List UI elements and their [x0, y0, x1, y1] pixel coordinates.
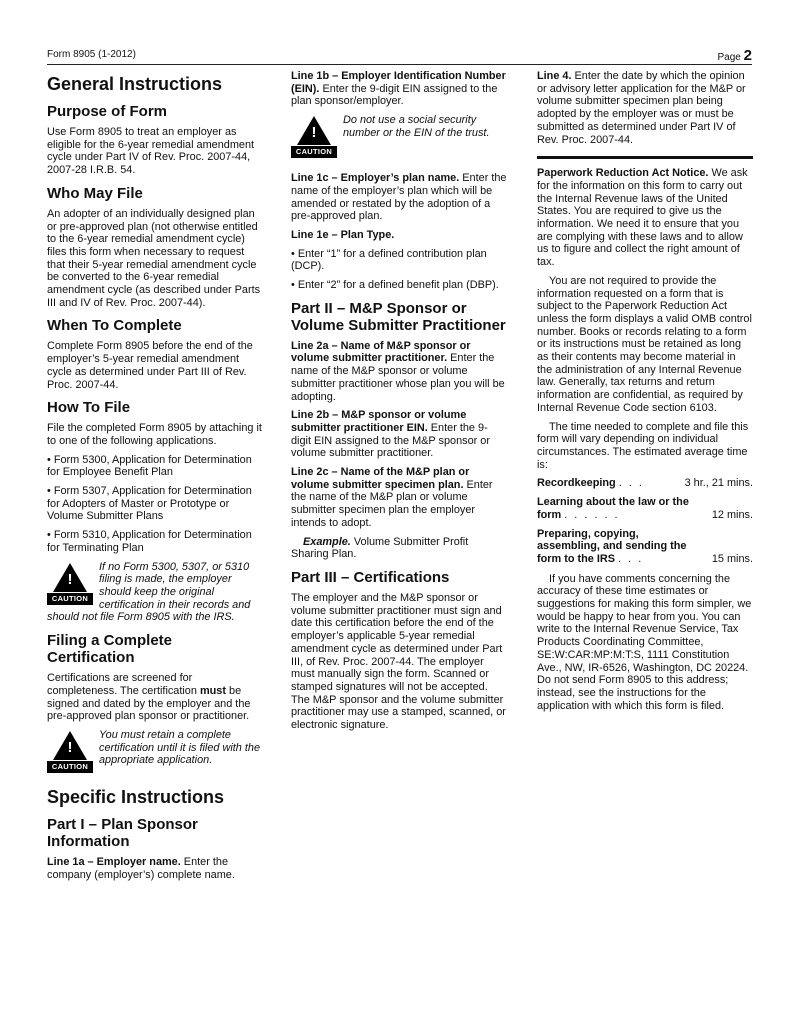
who-may-file-text: An adopter of an individually designed plan or pre-approved plan (not otherwise entitled to the 6-year remedial amendment cycle) files this form when necessary to request that their 5-year remedial amendment cycle be converted to the 6-year remedial amendment cycle (as described under Parts III and IV of Rev. Proc. 2007-44).: [47, 207, 261, 309]
line-2c: Line 2c – Name of the M&P plan or volume submitter specimen plan. Enter the name of the M&P plan or volume submitter specimen plan the employer intends to adopt.: [291, 466, 493, 529]
bullet-dbp: • Enter “2” for a defined benefit plan (DBP).: [291, 279, 499, 292]
line-2a: Line 2a – Name of M&P sponsor or volume submitter practitioner. Enter the name of the M&P sponsor or volume submitter practitioner whose plan you will be adopting.: [291, 339, 505, 403]
general-instructions-title: General Instructions: [47, 74, 223, 94]
comments-paragraph: If you have comments concerning the accuracy of these time estimates or suggestions for making this form simpler, we would be happy to hear from you. You can write to the Internal Revenue Service, Tax Products Coordinating Committee, SE:W:CAR:MP:M:T:S, 1111 Constitution Ave., NW, IR-6526, Washington, DC 20224. Do not send Form 8905 to this address; instead, see the instructions for the application with which this form is filed.: [537, 572, 752, 712]
page-num: 2: [743, 47, 752, 64]
caution-text: Do not use a social security number or the EIN of the trust.: [343, 114, 490, 139]
line-1c: Line 1c – Employer’s plan name. Enter the name of the employer’s plan which will be amended or restated by the adoption of a pre-approved plan.: [291, 172, 507, 223]
bullet-dcp: • Enter “1” for a defined contribution plan (DCP).: [291, 247, 487, 273]
page-label: Page: [717, 52, 741, 63]
time-estimates: [537, 477, 753, 565]
part-1-title: Part I – Plan Sponsor Information: [47, 815, 198, 850]
purpose-title: Purpose of Form: [47, 103, 168, 120]
time-row-learning: Learning about the law or the form . . . . . . 12 mins.: [537, 496, 753, 521]
line-1a: Line 1a – Employer name. Enter the company (employer’s) complete name.: [47, 855, 235, 881]
caution-text: If no Form 5300, 5307, or 5310 filing is made, the employer should keep the original certification in their records and should not file Form 8905 with the IRS.: [47, 560, 251, 624]
specific-instructions-title: Specific Instructions: [47, 786, 225, 807]
when-to-complete-text: Complete Form 8905 before the end of the employer’s 5-year remedial amendment cycle as determined under Part III of Rev. Proc. 2007-44.: [47, 340, 253, 391]
caution-note-retain: [47, 729, 263, 779]
form-id: Form 8905 (1-2012): [47, 49, 136, 60]
purpose-text: Use Form 8905 to treat an employer as eligible for the 6-year remedial amendment cycle under Part IV of Rev. Proc. 2007-44, 2007-28 I.R.B. 54.: [47, 126, 255, 177]
filing-complete-text: Certifications are screened for completeness. The certification must be signed and dated by the employer and the pre-approved plan sponsor or practitioner.: [47, 672, 251, 723]
line-1b: Line 1b – Employer Identification Number (EIN). Enter the 9-digit EIN assigned to the plan sponsor/employer.: [291, 70, 506, 108]
column-2: [291, 70, 507, 738]
caution-icon: ! CAUTION: [291, 116, 337, 158]
part-2-title: Part II – M&P Sponsor or Volume Submitter Practitioner: [291, 299, 506, 334]
filing-complete-title: Filing a Complete Certification: [47, 632, 173, 667]
line-4: Line 4. Enter the date by which the opinion or advisory letter application for the M&P or volume submitter specimen plan being adopted by the employer was or must be submitted as determined under Part IV of Rev. Proc. 2007-44.: [537, 70, 746, 146]
how-to-file-title: How To File: [47, 399, 131, 417]
header-rule: [47, 64, 752, 65]
bullet-form-5307: • Form 5307, Application for Determination for Adopters of Master or Prototype or Volume Submitter Plans: [47, 485, 252, 523]
how-to-file-text: File the completed Form 8905 by attaching it to one of the following applications.: [47, 422, 262, 447]
paperwork-paragraph-2: You are not required to provide the information requested on a form that is subject to the Paperwork Reduction Act unless the form displays a valid OMB control number. Books or records relating to a form or its instructions must be retained as long as their contents may become material in the administration of any Internal Revenue law. Generally, tax returns and return information are confidential, as required by Internal Revenue Code section 6103.: [537, 274, 752, 414]
paperwork-reduction-notice: Paperwork Reduction Act Notice. We ask for the information on this form to carry out the Internal Revenue laws of the United States. You are required to give us the information. We need it to ensure that you are complying with these laws and to allow us to figure and collect the right amount of tax.: [537, 167, 748, 269]
bullet-form-5310: • Form 5310, Application for Determination for Terminating Plan: [47, 529, 252, 554]
column-1: [47, 70, 263, 887]
page-header: [47, 47, 752, 63]
who-may-file-title: Who May File: [47, 184, 143, 202]
column-3: [537, 70, 753, 718]
bullet-form-5300: • Form 5300, Application for Determination for Employee Benefit Plan: [47, 453, 252, 479]
page-number: [718, 47, 752, 64]
example: Example. Volume Submitter Profit Sharing Plan.: [291, 535, 469, 561]
when-to-complete-title: When To Complete: [47, 317, 182, 335]
caution-icon: ! CAUTION: [47, 731, 93, 773]
caution-icon: ! CAUTION: [47, 563, 93, 605]
line-2b: Line 2b – M&P sponsor or volume submitter practitioner EIN. Enter the 9-digit EIN assigned to the M&P sponsor or volume submitter practitioner.: [291, 409, 490, 460]
caution-text: You must retain a complete certification until it is filed with the appropriate application.: [99, 728, 261, 767]
part-3-title: Part III – Certifications: [291, 568, 450, 586]
paperwork-paragraph-3: The time needed to complete and file this form will vary depending on individual circumstances. The estimated average time is:: [537, 420, 749, 471]
line-1e: Line 1e – Plan Type.: [291, 228, 395, 241]
caution-note-filing: [47, 561, 263, 625]
time-row-preparing: Preparing, copying, assembling, and sending the form to the IRS . . . 15 mins.: [537, 527, 753, 565]
caution-note-ein: [291, 114, 507, 164]
part-3-text: The employer and the M&P sponsor or volume submitter practitioner must sign and date this certification before the end of the employer’s applicable 5-year remedial amendment cycle as determined under Part III, of Rev. Proc. 2007-44. The employer must manually sign the form. Scanned or stamped signatures will not be accepted. The M&P sponsor and the volume submitter practitioner may use a stamped, scanned, or electronic signature.: [291, 591, 506, 732]
time-row-recordkeeping: Recordkeeping . . . 3 hr., 21 mins.: [537, 477, 753, 490]
section-rule: [537, 156, 753, 159]
